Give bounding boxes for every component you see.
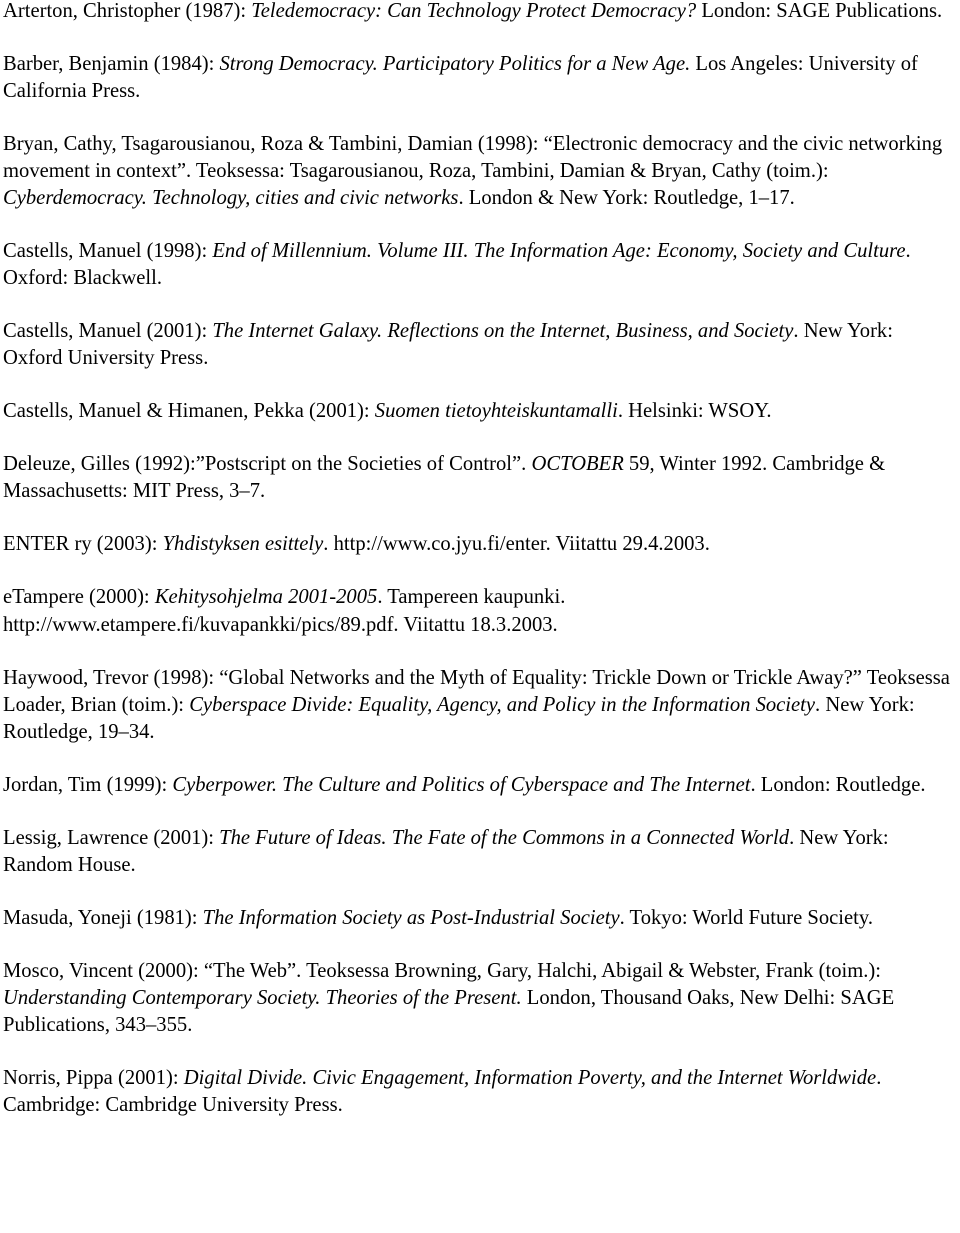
reference-title-text: The Internet Galaxy. Reflections on the Internet, Business, and Society bbox=[212, 320, 794, 343]
reference-title-text: Understanding Contemporary Society. Theories of the Present. bbox=[3, 986, 522, 1009]
reference-text: Mosco, Vincent (2000): “The Web”. Teoksessa Browning, Gary, Halchi, Abigail & Webster, Frank (toim.): bbox=[3, 959, 881, 982]
reference-text: . New York: Random House. bbox=[3, 826, 889, 876]
reference-text: . Helsinki: WSOY. bbox=[617, 400, 772, 423]
reference-entry bbox=[3, 531, 956, 558]
reference-text: Jordan, Tim (1999): bbox=[3, 773, 173, 796]
reference-title-text: Digital Divide. Civic Engagement, Information Poverty, and the Internet Worldwide bbox=[183, 1066, 877, 1089]
reference-text: . London: Routledge. bbox=[750, 773, 926, 796]
reference-text: Deleuze, Gilles (1992):”Postscript on the Societies of Control”. bbox=[3, 453, 532, 476]
reference-text: Bryan, Cathy, Tsagarousianou, Roza & Tambini, Damian (1998): “Electronic democracy and the civic networking movement in context”. Teoksessa: Tsagarousianou, Roza, Tambini, Damian & Bryan, Cathy (toim.): bbox=[3, 133, 943, 183]
reference-entry bbox=[3, 584, 956, 638]
reference-text: ENTER ry (2003): bbox=[3, 533, 163, 556]
reference-text: Haywood, Trevor (1998): “Global Networks and the Myth of Equality: Trickle Down or Trickle Away?” Teoksessa Loader, Brian (toim.): bbox=[3, 666, 950, 716]
reference-text: London: SAGE Publications. bbox=[696, 0, 943, 22]
reference-text: Norris, Pippa (2001): bbox=[3, 1066, 184, 1089]
reference-title-text: The Information Society as Post-Industrial Society bbox=[202, 906, 620, 929]
reference-entry bbox=[3, 451, 956, 505]
reference-entry bbox=[3, 905, 956, 932]
reference-title-text: The Future of Ideas. The Fate of the Commons in a Connected World bbox=[219, 826, 790, 849]
reference-text: Castells, Manuel & Himanen, Pekka (2001): bbox=[3, 400, 375, 423]
reference-text: . New York: Routledge, 19–34. bbox=[3, 693, 915, 743]
reference-text: . Tokyo: World Future Society. bbox=[619, 906, 873, 929]
reference-title-text: Teledemocracy: Can Technology Protect Democracy? bbox=[251, 0, 697, 22]
reference-text: Lessig, Lawrence (2001): bbox=[3, 826, 220, 849]
reference-title-text: Yhdistyksen esittely bbox=[162, 533, 324, 556]
reference-title-text: OCTOBER bbox=[531, 453, 624, 476]
reference-text: Castells, Manuel (2001): bbox=[3, 320, 213, 343]
reference-title-text: Kehitysohjelma 2001-2005 bbox=[154, 586, 378, 609]
reference-title-text: Cyberdemocracy. Technology, cities and civic networks bbox=[3, 187, 459, 210]
reference-entry bbox=[3, 665, 956, 746]
reference-list bbox=[3, 0, 956, 1119]
reference-entry bbox=[3, 131, 956, 212]
reference-text: . http://www.co.jyu.fi/enter. Viitattu 29.4.2003. bbox=[323, 533, 710, 556]
reference-text: . Tampereen kaupunki. http://www.etampere.fi/kuvapankki/pics/89.pdf. Viitattu 18.3.2003. bbox=[3, 586, 566, 636]
reference-entry bbox=[3, 772, 956, 799]
reference-entry bbox=[3, 958, 956, 1039]
reference-entry bbox=[3, 51, 956, 105]
reference-title-text: End of Millennium. Volume III. The Information Age: Economy, Society and Culture bbox=[212, 240, 906, 263]
reference-text: Barber, Benjamin (1984): bbox=[3, 52, 220, 75]
reference-text: Masuda, Yoneji (1981): bbox=[3, 906, 203, 929]
reference-entry bbox=[3, 0, 956, 25]
reference-entry bbox=[3, 398, 956, 425]
reference-text: Los Angeles: University of California Press. bbox=[3, 52, 918, 103]
reference-text: . London & New York: Routledge, 1–17. bbox=[458, 187, 795, 210]
reference-entry bbox=[3, 1065, 956, 1119]
reference-entry bbox=[3, 238, 956, 292]
reference-text: Arterton, Christopher (1987): bbox=[3, 0, 252, 22]
reference-text: . Oxford: Blackwell. bbox=[3, 240, 911, 290]
reference-text: Castells, Manuel (1998): bbox=[3, 240, 213, 263]
reference-text: 59, Winter 1992. Cambridge & Massachusetts: MIT Press, 3–7. bbox=[3, 453, 886, 503]
reference-text: eTampere (2000): bbox=[3, 586, 155, 609]
reference-title-text: Cyberspace Divide: Equality, Agency, and Policy in the Information Society bbox=[189, 693, 816, 716]
reference-title-text: Strong Democracy. Participatory Politics for a New Age. bbox=[219, 52, 691, 75]
reference-entry bbox=[3, 318, 956, 372]
reference-title-text: Suomen tietoyhteiskuntamalli bbox=[374, 400, 618, 423]
reference-title-text: Cyberpower. The Culture and Politics of Cyberspace and The Internet bbox=[172, 773, 751, 796]
reference-text: . New York: Oxford University Press. bbox=[3, 320, 893, 370]
reference-text: . Cambridge: Cambridge University Press. bbox=[3, 1066, 882, 1116]
reference-entry bbox=[3, 825, 956, 879]
reference-text: London, Thousand Oaks, New Delhi: SAGE Publications, 343–355. bbox=[3, 986, 895, 1036]
